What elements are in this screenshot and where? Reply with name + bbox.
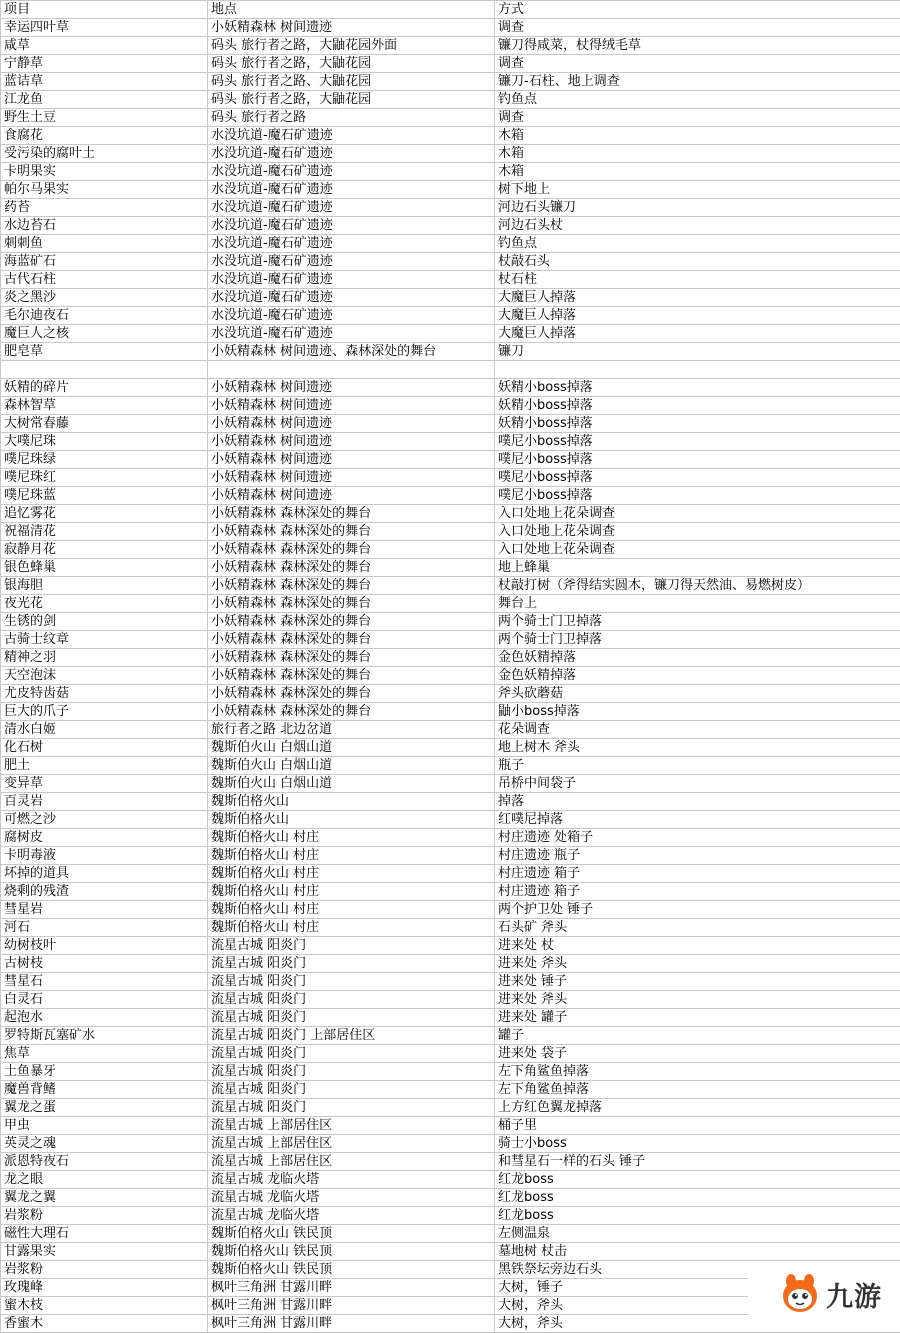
location-cell: 魏斯伯格火山 村庄 [208, 865, 495, 883]
location-cell: 水没坑道-魔石矿遗迹 [208, 217, 495, 235]
location-cell: 水没坑道-魔石矿遗迹 [208, 235, 495, 253]
method-cell: 墓地树 杖击 [495, 1243, 900, 1261]
location-cell: 小妖精森林 树间遗迹、森林深处的舞台 [208, 343, 495, 361]
method-cell: 大魔巨人掉落 [495, 307, 900, 325]
item-cell: 噗尼珠蓝 [1, 487, 208, 505]
method-cell: 罐子 [495, 1027, 900, 1045]
item-cell: 蜜木枝 [1, 1297, 208, 1315]
method-cell: 妖精小boss掉落 [495, 379, 900, 397]
method-cell [495, 361, 900, 379]
header-method: 方式 [495, 1, 900, 19]
method-cell: 调查 [495, 19, 900, 37]
item-cell: 野生土豆 [1, 109, 208, 127]
location-cell: 流星古城 阳炎门 上部居住区 [208, 1027, 495, 1045]
table-row [1, 775, 900, 793]
method-cell: 木箱 [495, 127, 900, 145]
location-cell: 魏斯伯火山 白烟山道 [208, 775, 495, 793]
location-cell: 流星古城 阳炎门 [208, 1081, 495, 1099]
item-cell: 药苔 [1, 199, 208, 217]
item-cell: 腐树皮 [1, 829, 208, 847]
location-cell: 流星古城 阳炎门 [208, 1063, 495, 1081]
location-cell: 旅行者之路 北边岔道 [208, 721, 495, 739]
method-cell: 金色妖精掉落 [495, 649, 900, 667]
item-cell [1, 361, 208, 379]
method-cell: 噗尼小boss掉落 [495, 433, 900, 451]
location-cell: 流星古城 龙临火塔 [208, 1171, 495, 1189]
item-cell: 炎之黑沙 [1, 289, 208, 307]
table-row [1, 253, 900, 271]
table-body [1, 19, 900, 1333]
item-cell: 巨大的爪子 [1, 703, 208, 721]
item-cell: 祝福清花 [1, 523, 208, 541]
method-cell: 两个骑士门卫掉落 [495, 613, 900, 631]
method-cell: 进来处 杖 [495, 937, 900, 955]
location-cell: 魏斯伯格火山 村庄 [208, 901, 495, 919]
location-cell: 水没坑道-魔石矿遗迹 [208, 163, 495, 181]
method-cell: 大树，斧头 [495, 1297, 900, 1315]
method-cell: 妖精小boss掉落 [495, 397, 900, 415]
method-cell: 镰刀-石柱、地上调查 [495, 73, 900, 91]
method-cell: 地上蜂巢 [495, 559, 900, 577]
location-cell: 水没坑道-魔石矿遗迹 [208, 253, 495, 271]
watermark-brand: 九游 [826, 1281, 882, 1313]
location-cell: 水没坑道-魔石矿遗迹 [208, 307, 495, 325]
location-cell: 流星古城 阳炎门 [208, 955, 495, 973]
item-cell: 魔巨人之核 [1, 325, 208, 343]
location-cell: 水没坑道-魔石矿遗迹 [208, 325, 495, 343]
table-row [1, 163, 900, 181]
method-cell: 进来处 锤子 [495, 973, 900, 991]
method-cell: 村庄遗迹 箱子 [495, 865, 900, 883]
table-row [1, 1045, 900, 1063]
method-cell: 镰刀 [495, 343, 900, 361]
method-cell: 红龙boss [495, 1207, 900, 1225]
table-row [1, 577, 900, 595]
location-cell: 小妖精森林 森林深处的舞台 [208, 703, 495, 721]
table-row [1, 901, 900, 919]
table-row [1, 1099, 900, 1117]
location-cell: 小妖精森林 森林深处的舞台 [208, 631, 495, 649]
method-cell: 树下地上 [495, 181, 900, 199]
location-cell: 流星古城 阳炎门 [208, 991, 495, 1009]
method-cell: 吊桥中间袋子 [495, 775, 900, 793]
item-cell: 精神之羽 [1, 649, 208, 667]
table-row [1, 109, 900, 127]
table-row [1, 1027, 900, 1045]
item-cell: 河石 [1, 919, 208, 937]
item-cell: 咸草 [1, 37, 208, 55]
table-row [1, 289, 900, 307]
method-cell: 左下角鲨鱼掉落 [495, 1063, 900, 1081]
item-cell: 甲虫 [1, 1117, 208, 1135]
location-cell: 小妖精森林 树间遗迹 [208, 19, 495, 37]
table-row [1, 1135, 900, 1153]
item-cell: 生锈的剑 [1, 613, 208, 631]
method-cell: 花朵调查 [495, 721, 900, 739]
table-row [1, 307, 900, 325]
location-cell: 码头 旅行者之路，大鼬花园 [208, 91, 495, 109]
method-cell: 左下角鲨鱼掉落 [495, 1081, 900, 1099]
location-cell: 小妖精森林 树间遗迹 [208, 379, 495, 397]
item-cell: 尤皮特齿菇 [1, 685, 208, 703]
table-row [1, 451, 900, 469]
location-cell: 码头 旅行者之路，大鼬花园 [208, 55, 495, 73]
location-cell: 流星古城 上部居住区 [208, 1153, 495, 1171]
item-cell: 变异草 [1, 775, 208, 793]
header-row [1, 1, 900, 19]
location-cell: 流星古城 上部居住区 [208, 1135, 495, 1153]
table-row [1, 973, 900, 991]
location-cell: 水没坑道-魔石矿遗迹 [208, 271, 495, 289]
table-row [1, 631, 900, 649]
table-row [1, 523, 900, 541]
method-cell: 进来处 袋子 [495, 1045, 900, 1063]
table-row [1, 37, 900, 55]
item-cell: 银色蜂巢 [1, 559, 208, 577]
location-cell: 小妖精森林 森林深处的舞台 [208, 559, 495, 577]
table-row [1, 685, 900, 703]
item-cell: 宁静草 [1, 55, 208, 73]
item-cell: 土鱼暴牙 [1, 1063, 208, 1081]
method-cell: 钓鱼点 [495, 91, 900, 109]
method-cell: 两个护卫处 锤子 [495, 901, 900, 919]
item-cell: 肥皂草 [1, 343, 208, 361]
watermark [748, 1262, 900, 1326]
method-cell: 杖石柱 [495, 271, 900, 289]
item-cell: 古树枝 [1, 955, 208, 973]
item-cell: 白灵石 [1, 991, 208, 1009]
table-row [1, 757, 900, 775]
table-row [1, 919, 900, 937]
table-row [1, 1063, 900, 1081]
method-cell: 入口处地上花朵调查 [495, 541, 900, 559]
location-cell: 魏斯伯格火山 铁民顶 [208, 1243, 495, 1261]
table-row [1, 847, 900, 865]
table-row [1, 361, 900, 379]
location-cell: 魏斯伯格火山 [208, 793, 495, 811]
table-row [1, 541, 900, 559]
location-cell: 小妖精森林 树间遗迹 [208, 415, 495, 433]
method-cell: 噗尼小boss掉落 [495, 487, 900, 505]
method-cell: 村庄遗迹 处箱子 [495, 829, 900, 847]
table-row [1, 127, 900, 145]
location-cell: 小妖精森林 森林深处的舞台 [208, 595, 495, 613]
table-row [1, 325, 900, 343]
method-cell: 妖精小boss掉落 [495, 415, 900, 433]
item-cell: 焦草 [1, 1045, 208, 1063]
method-cell: 噗尼小boss掉落 [495, 469, 900, 487]
method-cell: 瓶子 [495, 757, 900, 775]
table-row [1, 703, 900, 721]
location-cell: 枫叶三角洲 甘露川畔 [208, 1315, 495, 1333]
item-cell: 帕尔马果实 [1, 181, 208, 199]
item-cell: 大树常春藤 [1, 415, 208, 433]
table-row [1, 793, 900, 811]
item-cell: 夜光花 [1, 595, 208, 613]
item-cell: 食腐花 [1, 127, 208, 145]
table-row [1, 199, 900, 217]
item-cell: 古代石柱 [1, 271, 208, 289]
table-row [1, 649, 900, 667]
table-row [1, 181, 900, 199]
item-cell: 岩浆粉 [1, 1261, 208, 1279]
location-cell: 流星古城 阳炎门 [208, 1009, 495, 1027]
location-cell: 魏斯伯格火山 村庄 [208, 919, 495, 937]
method-cell: 左侧温泉 [495, 1225, 900, 1243]
item-cell: 卡明果实 [1, 163, 208, 181]
item-cell: 罗特斯瓦塞矿水 [1, 1027, 208, 1045]
item-cell: 刺刺鱼 [1, 235, 208, 253]
item-cell: 大噗尼珠 [1, 433, 208, 451]
location-cell: 小妖精森林 森林深处的舞台 [208, 577, 495, 595]
table-row [1, 1243, 900, 1261]
item-cell: 肥土 [1, 757, 208, 775]
item-cell: 海蓝矿石 [1, 253, 208, 271]
location-cell: 码头 旅行者之路 [208, 109, 495, 127]
location-cell: 水没坑道-魔石矿遗迹 [208, 199, 495, 217]
table-row [1, 595, 900, 613]
item-cell: 追忆雾花 [1, 505, 208, 523]
method-cell: 黑铁祭坛旁边石头 [495, 1261, 900, 1279]
method-cell: 镰刀得咸菜，杖得绒毛草 [495, 37, 900, 55]
method-cell: 村庄遗迹 瓶子 [495, 847, 900, 865]
method-cell: 石头矿 斧头 [495, 919, 900, 937]
table-row [1, 19, 900, 37]
location-cell: 流星古城 阳炎门 [208, 937, 495, 955]
location-cell: 小妖精森林 森林深处的舞台 [208, 613, 495, 631]
location-cell: 水没坑道-魔石矿遗迹 [208, 127, 495, 145]
method-cell: 红龙boss [495, 1171, 900, 1189]
method-cell: 红龙boss [495, 1189, 900, 1207]
item-cell: 蓝诘草 [1, 73, 208, 91]
item-cell: 幼树枝叶 [1, 937, 208, 955]
item-cell: 妖精的碎片 [1, 379, 208, 397]
method-cell: 金色妖精掉落 [495, 667, 900, 685]
item-cell: 甘露果实 [1, 1243, 208, 1261]
table-row [1, 1207, 900, 1225]
table-row [1, 559, 900, 577]
method-cell: 村庄遗迹 箱子 [495, 883, 900, 901]
table-row [1, 829, 900, 847]
location-cell: 小妖精森林 树间遗迹 [208, 397, 495, 415]
location-cell: 小妖精森林 森林深处的舞台 [208, 541, 495, 559]
method-cell: 进来处 罐子 [495, 1009, 900, 1027]
table-row [1, 1117, 900, 1135]
method-cell: 骑士小boss [495, 1135, 900, 1153]
method-cell: 掉落 [495, 793, 900, 811]
method-cell: 上方红色翼龙掉落 [495, 1099, 900, 1117]
location-cell: 魏斯伯格火山 村庄 [208, 883, 495, 901]
method-cell: 杖敲打树（斧得结实圆木，镰刀得天然油、易燃树皮） [495, 577, 900, 595]
method-cell: 大树，斧头 [495, 1315, 900, 1333]
method-cell: 鼬小boss掉落 [495, 703, 900, 721]
location-cell: 码头 旅行者之路、大鼬花园 [208, 73, 495, 91]
table-row [1, 613, 900, 631]
method-cell: 斧头砍蘑菇 [495, 685, 900, 703]
location-cell: 水没坑道-魔石矿遗迹 [208, 181, 495, 199]
item-cell: 坏掉的道具 [1, 865, 208, 883]
location-cell: 小妖精森林 树间遗迹 [208, 487, 495, 505]
table-row [1, 55, 900, 73]
method-cell: 钓鱼点 [495, 235, 900, 253]
method-cell: 调查 [495, 109, 900, 127]
method-cell: 进来处 斧头 [495, 955, 900, 973]
location-cell: 魏斯伯格火山 铁民顶 [208, 1225, 495, 1243]
method-cell: 噗尼小boss掉落 [495, 451, 900, 469]
header-item: 项目 [1, 1, 208, 19]
table-row [1, 505, 900, 523]
item-cell: 烧剩的残渣 [1, 883, 208, 901]
location-cell: 小妖精森林 森林深处的舞台 [208, 685, 495, 703]
item-cell: 翼龙之翼 [1, 1189, 208, 1207]
location-cell: 小妖精森林 树间遗迹 [208, 433, 495, 451]
table-row [1, 73, 900, 91]
method-cell: 红噗尼掉落 [495, 811, 900, 829]
table-row [1, 343, 900, 361]
table-row [1, 271, 900, 289]
item-cell: 银海胆 [1, 577, 208, 595]
location-cell: 流星古城 阳炎门 [208, 1099, 495, 1117]
item-cell: 受污染的腐叶土 [1, 145, 208, 163]
table-row [1, 397, 900, 415]
table-row [1, 145, 900, 163]
method-cell: 和彗星石一样的石头 锤子 [495, 1153, 900, 1171]
item-cell: 古骑士纹章 [1, 631, 208, 649]
method-cell: 入口处地上花朵调查 [495, 505, 900, 523]
table-row [1, 91, 900, 109]
item-cell: 百灵岩 [1, 793, 208, 811]
item-cell: 龙之眼 [1, 1171, 208, 1189]
table-row [1, 415, 900, 433]
location-cell: 枫叶三角洲 甘露川畔 [208, 1279, 495, 1297]
table-row [1, 433, 900, 451]
method-cell: 调查 [495, 55, 900, 73]
table-row [1, 667, 900, 685]
method-cell: 木箱 [495, 145, 900, 163]
method-cell: 入口处地上花朵调查 [495, 523, 900, 541]
item-cell: 可燃之沙 [1, 811, 208, 829]
location-cell: 魏斯伯格火山 [208, 811, 495, 829]
item-cell: 毛尔迪夜石 [1, 307, 208, 325]
location-cell: 小妖精森林 森林深处的舞台 [208, 667, 495, 685]
method-cell: 地上树木 斧头 [495, 739, 900, 757]
item-cell: 魔兽背鳍 [1, 1081, 208, 1099]
table-row [1, 1081, 900, 1099]
location-cell: 魏斯伯火山 白烟山道 [208, 757, 495, 775]
item-cell: 玫瑰峰 [1, 1279, 208, 1297]
table-row [1, 1171, 900, 1189]
item-cell: 天空泡沫 [1, 667, 208, 685]
item-cell: 香蜜木 [1, 1315, 208, 1333]
item-cell: 森林智草 [1, 397, 208, 415]
method-cell: 杖敲石头 [495, 253, 900, 271]
method-cell: 两个骑士门卫掉落 [495, 631, 900, 649]
table-row [1, 883, 900, 901]
table-row [1, 955, 900, 973]
table-row [1, 469, 900, 487]
table-row [1, 487, 900, 505]
location-cell: 魏斯伯格火山 铁民顶 [208, 1261, 495, 1279]
item-cell: 彗星石 [1, 973, 208, 991]
table-row [1, 1225, 900, 1243]
item-cell: 派恩特夜石 [1, 1153, 208, 1171]
location-cell: 流星古城 龙临火塔 [208, 1207, 495, 1225]
item-cell: 磁性大理石 [1, 1225, 208, 1243]
method-cell: 舞台上 [495, 595, 900, 613]
table-row [1, 811, 900, 829]
mascot-logo-icon [778, 1272, 822, 1316]
location-cell: 水没坑道-魔石矿遗迹 [208, 289, 495, 307]
item-cell: 幸运四叶草 [1, 19, 208, 37]
table-row [1, 1189, 900, 1207]
location-cell [208, 361, 495, 379]
location-cell: 小妖精森林 树间遗迹 [208, 469, 495, 487]
location-cell: 水没坑道-魔石矿遗迹 [208, 145, 495, 163]
table-row [1, 865, 900, 883]
location-cell: 魏斯伯火山 白烟山道 [208, 739, 495, 757]
item-cell: 起泡水 [1, 1009, 208, 1027]
item-cell: 彗星岩 [1, 901, 208, 919]
item-cell: 噗尼珠红 [1, 469, 208, 487]
item-cell: 清水白姬 [1, 721, 208, 739]
table-row [1, 217, 900, 235]
item-cell: 水边苔石 [1, 217, 208, 235]
location-cell: 流星古城 上部居住区 [208, 1117, 495, 1135]
table-row [1, 379, 900, 397]
item-cell: 翼龙之蛋 [1, 1099, 208, 1117]
method-cell: 桶子里 [495, 1117, 900, 1135]
method-cell: 大魔巨人掉落 [495, 325, 900, 343]
method-cell: 河边石头杖 [495, 217, 900, 235]
location-cell: 流星古城 阳炎门 [208, 1045, 495, 1063]
location-cell: 码头 旅行者之路，大鼬花园外面 [208, 37, 495, 55]
method-cell: 河边石头镰刀 [495, 199, 900, 217]
item-cell: 卡明毒液 [1, 847, 208, 865]
table-row [1, 937, 900, 955]
item-cell: 英灵之魂 [1, 1135, 208, 1153]
location-cell: 流星古城 阳炎门 [208, 973, 495, 991]
location-cell: 枫叶三角洲 甘露川畔 [208, 1297, 495, 1315]
location-cell: 魏斯伯格火山 村庄 [208, 847, 495, 865]
table-row [1, 1009, 900, 1027]
table-row [1, 1153, 900, 1171]
table-row [1, 991, 900, 1009]
method-cell: 大魔巨人掉落 [495, 289, 900, 307]
table-row [1, 721, 900, 739]
table-row [1, 739, 900, 757]
location-cell: 魏斯伯格火山 村庄 [208, 829, 495, 847]
location-cell: 小妖精森林 森林深处的舞台 [208, 649, 495, 667]
location-cell: 小妖精森林 树间遗迹 [208, 451, 495, 469]
method-cell: 木箱 [495, 163, 900, 181]
location-cell: 小妖精森林 森林深处的舞台 [208, 523, 495, 541]
item-cell: 噗尼珠绿 [1, 451, 208, 469]
location-cell: 小妖精森林 森林深处的舞台 [208, 505, 495, 523]
item-cell: 化石树 [1, 739, 208, 757]
item-cell: 岩浆粉 [1, 1207, 208, 1225]
method-cell: 大树，锤子 [495, 1279, 900, 1297]
item-cell: 寂静月花 [1, 541, 208, 559]
item-cell: 江龙鱼 [1, 91, 208, 109]
location-cell: 流星古城 龙临火塔 [208, 1189, 495, 1207]
header-location: 地点 [208, 1, 495, 19]
method-cell: 进来处 斧头 [495, 991, 900, 1009]
table-row [1, 235, 900, 253]
